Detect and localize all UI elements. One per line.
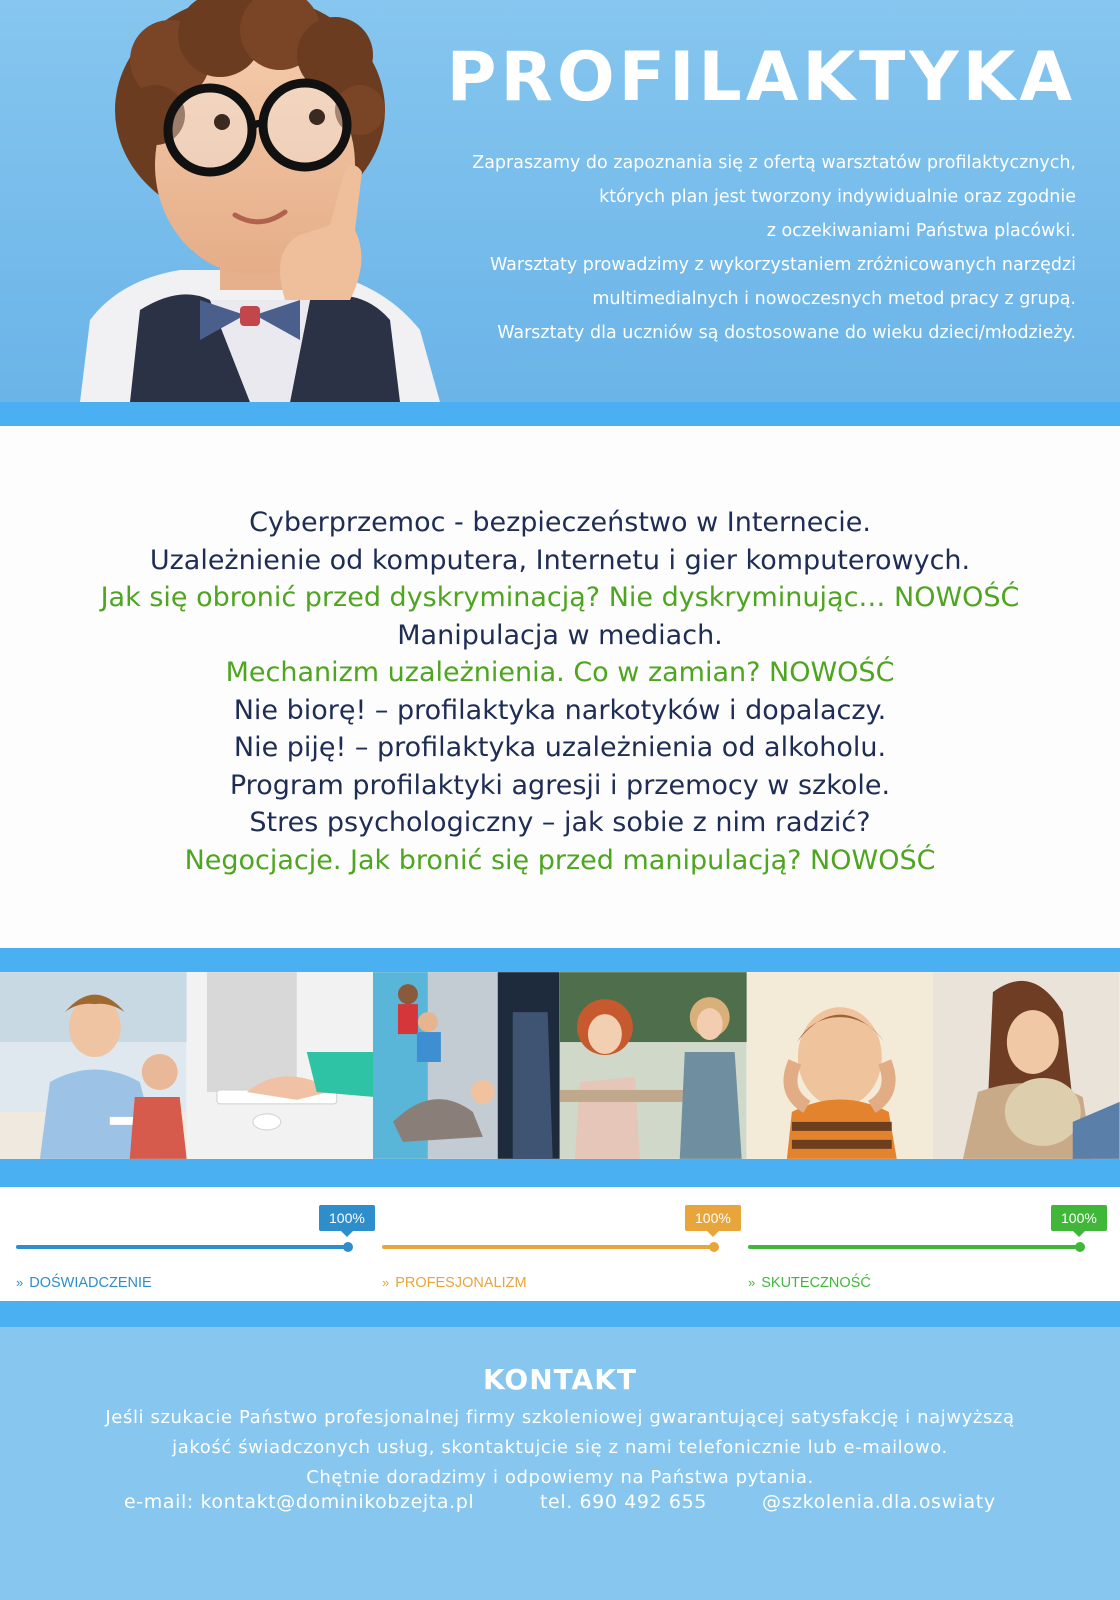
chevron-right-icon: » [382,1275,390,1290]
skill-progress-bar [16,1245,348,1249]
divider-band [0,1301,1120,1327]
topic-item: Cyberprzemoc - bezpieczeństwo w Internecie. [249,507,871,538]
intro-line: Warsztaty dla uczniów są dostosowane do wieku dzieci/młodzieży. [497,323,1076,343]
school-bullying-photo [373,972,560,1159]
intro-line: Warsztaty prowadzimy z wykorzystaniem zróżnicowanych narzędzi [489,255,1076,275]
intro-line: których plan jest tworzony indywidualnie oraz zgodnie [599,187,1076,207]
student-writing-photo [0,972,187,1159]
skill-value-badge: 100% [319,1205,375,1231]
topic-item-new: Jak się obronić przed dyskryminacją? Nie dyskryminując… NOWOŚĆ [100,582,1020,613]
intro-line: z oczekiwaniami Państwa placówki. [766,221,1076,241]
classroom-girls-photo [560,972,747,1159]
topic-item-new: Negocjacje. Jak bronić się przed manipulacją? NOWOŚĆ [184,844,936,876]
skill-value-badge: 100% [685,1205,741,1231]
skill-label: » PROFESJONALIZM [382,1275,527,1291]
topic-item: Manipulacja w mediach. [397,619,723,651]
skill-progress-dot [709,1242,719,1252]
contact-line: Chętnie doradzimy i odpowiemy na Państwa pytania. [306,1467,814,1488]
skill-value-badge: 100% [1051,1205,1107,1231]
topic-item-new: Mechanizm uzależnienia. Co w zamian? NOWOŚĆ [225,657,895,688]
hands-on-keyboard-photo [187,972,374,1159]
topic-item: Program profilaktyki agresji i przemocy w szkole. [229,769,891,801]
skill-progress-dot [1075,1242,1085,1252]
skill-experience [16,1187,365,1301]
intro-line: Zapraszamy do zapoznania się z ofertą warsztatów profilaktycznych, [472,153,1076,173]
skill-professionalism [382,1187,731,1301]
intro-line: multimedialnych i nowoczesnych metod pracy z grupą. [592,289,1076,309]
skill-progress-bar [382,1245,714,1249]
contact-social[interactable]: @szkolenia.dla.oswiaty [762,1491,996,1513]
workshop-topics [0,426,1120,948]
skill-progress-bar [748,1245,1080,1249]
topic-item: Nie biorę! – profilaktyka narkotyków i dopalaczy. [233,694,887,726]
skill-label: » SKUTECZNOŚĆ [748,1275,871,1291]
skill-progress-dot [343,1242,353,1252]
divider-band [0,402,1120,426]
topic-item: Uzależnienie od komputera, Internetu i gier komputerowych. [149,544,971,576]
sad-girl-photo [933,972,1120,1159]
page-title: PROFILAKTYKA [446,38,1076,117]
divider-band [0,948,1120,972]
skills-section [0,1187,1120,1301]
hero-banner [0,0,1120,402]
contact-paragraph [0,1403,1120,1493]
photo-strip [0,972,1120,1159]
contact-email[interactable]: e-mail: kontakt@dominikobzejta.pl [124,1491,475,1513]
intro-paragraph [386,146,1076,350]
contact-phone[interactable]: tel. 690 492 655 [540,1491,707,1513]
contact-line: jakość świadczonych usług, skontaktujcie się z nami telefonicznie lub e-mailowo. [172,1437,948,1458]
contact-title: KONTAKT [482,1363,638,1396]
topic-item: Stres psychologiczny – jak sobie z nim radzić? [249,807,871,838]
skill-label: » DOŚWIADCZENIE [16,1275,152,1291]
divider-band [0,1159,1120,1187]
topic-list [0,504,1120,879]
sad-boy-photo [747,972,934,1159]
contact-line: Jeśli szukacie Państwo profesjonalnej firmy szkoleniowej gwarantującej satysfakcję i najwyższą [105,1407,1015,1428]
chevron-right-icon: » [748,1275,756,1290]
topic-item: Nie piję! – profilaktyka uzależnienia od alkoholu. [233,732,887,763]
contact-section [0,1327,1120,1600]
chevron-right-icon: » [16,1275,24,1290]
skill-effectiveness [748,1187,1097,1301]
